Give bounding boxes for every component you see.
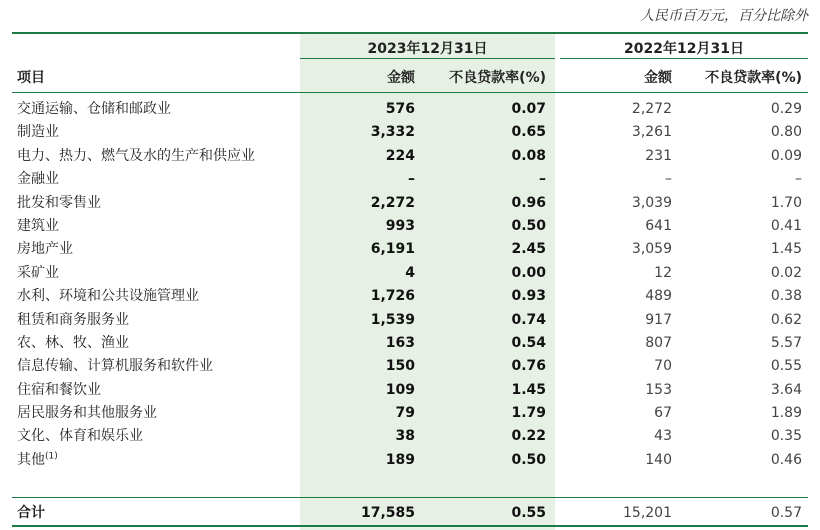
- total-row: [0, 502, 820, 522]
- cell-amount-2023: 189: [385, 451, 415, 468]
- row-label: [17, 357, 213, 375]
- column-header-npl-2022: 不良贷款率(%): [705, 70, 802, 86]
- cell-amount-2022: 153: [645, 381, 672, 398]
- cell-amount-2023: 38: [395, 428, 415, 445]
- table-row: [0, 238, 820, 261]
- cell-amount-2022: –: [665, 171, 672, 188]
- row-label-text: 制造业: [17, 124, 59, 141]
- row-label-text: 信息传输、计算机服务和软件业: [17, 358, 213, 375]
- row-label-text: 采矿业: [17, 264, 59, 281]
- row-label: [17, 217, 59, 235]
- table-row: [0, 425, 820, 448]
- cell-npl-2023: 1.79: [511, 405, 546, 422]
- table-row: [0, 215, 820, 238]
- table-row: [0, 449, 820, 472]
- row-label: [17, 451, 58, 469]
- date-2022-underline: [560, 58, 808, 59]
- column-header-item: 项目: [17, 70, 45, 86]
- header-bottom-rule: [12, 92, 808, 93]
- cell-npl-2023: 0.50: [511, 217, 546, 234]
- column-header-npl-2023: 不良贷款率(%): [449, 70, 546, 86]
- row-label-text: 租赁和商务服务业: [17, 311, 129, 328]
- cell-amount-2022: 917: [645, 311, 672, 328]
- date-header-2022: 2022年12月31日: [624, 41, 744, 57]
- cell-npl-2023: 0.08: [511, 147, 546, 164]
- table-row: [0, 168, 820, 191]
- table-top-rule: [12, 32, 808, 34]
- cell-npl-2022: 0.35: [770, 428, 802, 445]
- cell-amount-2023: –: [408, 171, 415, 188]
- cell-amount-2023: 150: [385, 358, 415, 375]
- cell-amount-2023: 993: [385, 217, 415, 234]
- cell-amount-2023: 79: [395, 405, 415, 422]
- cell-npl-2022: 0.41: [770, 217, 802, 234]
- cell-npl-2022: 1.70: [770, 194, 802, 211]
- row-label: [17, 170, 59, 188]
- table-row: [0, 355, 820, 378]
- cell-amount-2023: 576: [385, 101, 415, 117]
- cell-npl-2022: 0.62: [770, 311, 802, 328]
- cell-npl-2023: 0.93: [511, 288, 546, 305]
- cell-npl-2022: 0.29: [770, 101, 802, 117]
- cell-amount-2023: 1,726: [370, 288, 415, 305]
- cell-amount-2022: 807: [645, 334, 672, 351]
- table-row: [0, 309, 820, 332]
- total-npl-2023: 0.55: [511, 505, 546, 521]
- row-label-text: 水利、环境和公共设施管理业: [17, 288, 199, 305]
- cell-amount-2023: 1,539: [370, 311, 415, 328]
- column-header-amount-2023: 金额: [387, 70, 415, 86]
- row-label-text: 房地产业: [17, 241, 73, 258]
- table-body: [0, 98, 820, 472]
- row-label-text: 文化、体育和娱乐业: [17, 428, 143, 445]
- cell-npl-2022: 5.57: [770, 334, 802, 351]
- row-label-text: 居民服务和其他服务业: [17, 405, 157, 422]
- row-label-text: 其他: [17, 451, 45, 468]
- table-row: [0, 98, 820, 121]
- row-label-text: 住宿和餐饮业: [17, 381, 101, 398]
- table-row: [0, 332, 820, 355]
- row-label-text: 农、林、牧、渔业: [17, 334, 129, 351]
- cell-npl-2022: 1.45: [770, 241, 802, 258]
- cell-npl-2023: 0.00: [511, 264, 546, 281]
- table-row: [0, 192, 820, 215]
- column-header-amount-2022: 金额: [644, 70, 672, 86]
- cell-amount-2023: 224: [385, 147, 415, 164]
- date-2023-underline: [300, 58, 555, 59]
- cell-amount-2022: 3,059: [631, 241, 672, 258]
- cell-npl-2022: –: [795, 171, 802, 188]
- table-row: [0, 121, 820, 144]
- cell-npl-2022: 0.55: [770, 358, 802, 375]
- total-top-rule: [12, 497, 808, 498]
- cell-amount-2023: 163: [385, 334, 415, 351]
- cell-amount-2023: 109: [385, 381, 415, 398]
- table-row: [0, 262, 820, 285]
- date-header-2023: 2023年12月31日: [367, 41, 488, 57]
- unit-note: 人民币百万元，百分比除外: [640, 8, 808, 24]
- cell-npl-2022: 0.02: [770, 264, 802, 281]
- row-label-text: 批发和零售业: [17, 194, 101, 211]
- cell-npl-2023: 0.74: [511, 311, 546, 328]
- cell-amount-2022: 231: [645, 147, 672, 164]
- row-label-text: 交通运输、仓储和邮政业: [17, 101, 171, 117]
- row-label: [17, 287, 199, 305]
- cell-npl-2022: 0.46: [770, 451, 802, 468]
- cell-npl-2023: 0.50: [511, 451, 546, 468]
- row-label: [17, 427, 143, 445]
- row-label: [17, 100, 171, 118]
- footnote-marker: (1): [45, 451, 58, 462]
- table-row: [0, 145, 820, 168]
- total-amount-2023: 17,585: [360, 505, 415, 521]
- row-label: [17, 404, 157, 422]
- cell-npl-2023: 0.76: [511, 358, 546, 375]
- cell-npl-2023: 0.07: [511, 101, 546, 117]
- row-label: [17, 334, 129, 352]
- cell-npl-2022: 3.64: [770, 381, 802, 398]
- row-label-text: 电力、热力、燃气及水的生产和供应业: [17, 147, 255, 164]
- cell-amount-2022: 43: [654, 428, 672, 445]
- table-bottom-rule: [12, 525, 808, 527]
- row-label: [17, 123, 59, 141]
- cell-amount-2022: 70: [654, 358, 672, 375]
- cell-npl-2022: 0.80: [770, 124, 802, 141]
- cell-amount-2022: 2,272: [631, 101, 672, 117]
- row-label-text: 建筑业: [17, 217, 59, 234]
- row-label: [17, 240, 73, 258]
- cell-npl-2022: 0.09: [770, 147, 802, 164]
- cell-amount-2022: 12: [654, 264, 672, 281]
- cell-amount-2022: 3,261: [631, 124, 672, 141]
- cell-amount-2023: 2,272: [370, 194, 415, 211]
- total-amount-2022: 15,201: [623, 505, 672, 521]
- cell-amount-2023: 6,191: [370, 241, 415, 258]
- table-row: [0, 402, 820, 425]
- cell-amount-2022: 641: [645, 217, 672, 234]
- row-label-text: 金融业: [17, 171, 59, 188]
- row-label: [17, 264, 59, 282]
- row-label: [17, 194, 101, 212]
- cell-npl-2023: 0.96: [511, 194, 546, 211]
- cell-npl-2023: –: [539, 171, 546, 188]
- cell-npl-2022: 1.89: [770, 405, 802, 422]
- cell-amount-2022: 489: [645, 288, 672, 305]
- cell-npl-2023: 0.65: [511, 124, 546, 141]
- total-label: 合计: [17, 505, 45, 521]
- cell-amount-2022: 140: [645, 451, 672, 468]
- cell-npl-2023: 2.45: [511, 241, 546, 258]
- cell-npl-2023: 0.22: [511, 428, 546, 445]
- cell-amount-2022: 3,039: [631, 194, 672, 211]
- row-label: [17, 381, 101, 399]
- cell-npl-2023: 1.45: [511, 381, 546, 398]
- cell-amount-2023: 4: [405, 264, 415, 281]
- table-row: [0, 285, 820, 308]
- total-npl-2022: 0.57: [770, 505, 802, 521]
- cell-npl-2022: 0.38: [770, 288, 802, 305]
- row-label: [17, 311, 129, 329]
- cell-amount-2022: 67: [654, 405, 672, 422]
- table-row: [0, 379, 820, 402]
- row-label: [17, 147, 255, 165]
- cell-amount-2023: 3,332: [370, 124, 415, 141]
- cell-npl-2023: 0.54: [511, 334, 546, 351]
